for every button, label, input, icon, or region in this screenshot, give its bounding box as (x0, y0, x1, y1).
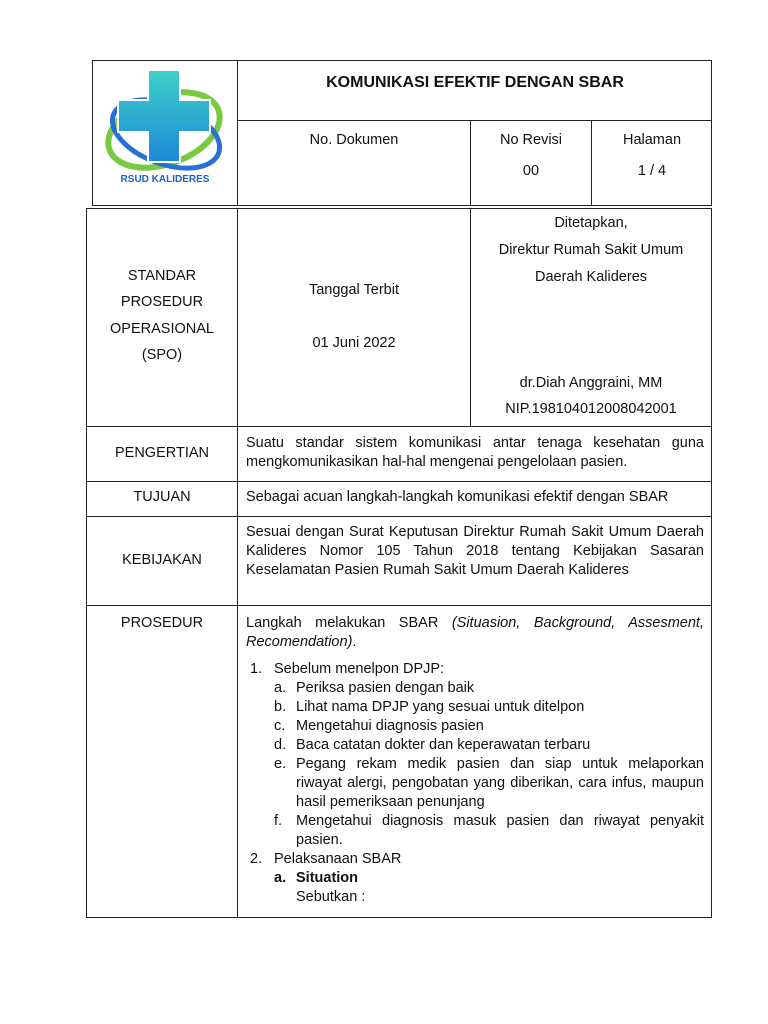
prosedur-intro-text: Langkah melakukan SBAR (246, 615, 452, 631)
direktur-title: Direktur Rumah Sakit Umum (498, 242, 684, 258)
no-dokumen-label: No. Dokumen (309, 132, 399, 148)
tanggal-terbit-label: Tanggal Terbit (308, 282, 400, 298)
step1-sublist (246, 679, 704, 850)
prosedur-steps (246, 660, 704, 907)
sub-item-text: Mengetahui diagnosis masuk pasien dan riwayat penyakit pasien. (296, 813, 704, 848)
sub-item-letter: f. (274, 813, 283, 829)
direktur-title: Daerah Kalideres (534, 269, 648, 285)
no-revisi-label: No Revisi (499, 132, 563, 148)
sub-item-letter: c. (274, 718, 286, 734)
pejabat-nip: NIP.198104012008042001 (505, 401, 677, 417)
prosedur-intro-end: . (352, 634, 357, 650)
sub-item (246, 698, 704, 717)
document-title: KOMUNIKASI EFEKTIF DENGAN SBAR (326, 74, 624, 91)
tanggal-terbit-value: 01 Juni 2022 (312, 335, 396, 351)
step-number: 2. (250, 851, 263, 867)
header-divider (237, 120, 712, 121)
sub-item-text: Lihat nama DPJP yang sesuai untuk ditelpon (296, 699, 585, 715)
spo-line: OPERASIONAL (110, 321, 214, 337)
sub-item-letter: a. (274, 870, 287, 886)
halaman-value: 1 / 4 (637, 163, 667, 179)
step-text: Sebelum menelpon DPJP: (274, 661, 445, 677)
medical-cross-icon (98, 64, 232, 192)
no-revisi-value: 00 (522, 163, 540, 179)
sub-item (246, 869, 704, 888)
kebijakan-label: KEBIJAKAN (122, 552, 202, 568)
prosedur-label: PROSEDUR (120, 615, 204, 631)
sub-item-text: Mengetahui diagnosis pasien (296, 718, 484, 734)
main-divider (86, 426, 712, 427)
prosedur-intro (246, 614, 704, 652)
sub-item-text: Situation (296, 870, 359, 886)
pengertian-label: PENGERTIAN (114, 445, 209, 461)
prosedur-intro-italic: (Situasion, Background, Assesment, Recomendation) (246, 615, 704, 650)
main-divider (86, 481, 712, 482)
sub-item-letter: e. (274, 756, 287, 772)
sub-item-note (246, 888, 704, 907)
sub-item-note-text: Sebutkan : (296, 889, 366, 905)
halaman-label: Halaman (622, 132, 682, 148)
main-divider (86, 516, 712, 517)
sub-item (246, 736, 704, 755)
main-divider (86, 605, 712, 606)
spo-line: PROSEDUR (120, 294, 204, 310)
sub-item (246, 717, 704, 736)
spo-line: STANDAR (127, 268, 197, 284)
sub-item-text: Pegang rekam medik pasien dan siap untuk melaporkan riwayat alergi, pengobatan yang diberikan, cara infus, maupun hasil pemeriksaan penunjang (296, 756, 704, 810)
pejabat-name: dr.Diah Anggraini, MM (519, 375, 663, 391)
sub-item-letter: b. (274, 699, 287, 715)
sub-item-letter: d. (274, 737, 287, 753)
tujuan-label: TUJUAN (133, 489, 191, 505)
sub-item (246, 812, 704, 850)
sub-item-letter: a. (274, 680, 287, 696)
sub-item-text: Baca catatan dokter dan keperawatan terbaru (296, 737, 591, 753)
sub-item (246, 755, 704, 812)
ditetapkan-label: Ditetapkan, (554, 215, 628, 231)
sub-item (246, 679, 704, 698)
sub-item-text: Periksa pasien dengan baik (296, 680, 475, 696)
logo-text: RSUD KALIDERES (120, 174, 210, 185)
step-text: Pelaksanaan SBAR (274, 851, 402, 867)
step-item (246, 850, 704, 869)
step-number: 1. (250, 661, 263, 677)
kebijakan-text: Sesuai dengan Surat Keputusan Direktur Rumah Sakit Umum Daerah Kalideres Nomor 105 Tahun 2018 tentang Kebijakan Sasaran Keselamatan Pasien Rumah Sakit Umum Daerah Kalideres (246, 524, 704, 578)
hospital-logo (98, 64, 232, 192)
main-divider (237, 208, 238, 918)
tujuan-text: Sebagai acuan langkah-langkah komunikasi efektif dengan SBAR (246, 489, 669, 505)
step-item (246, 660, 704, 679)
spo-line: (SPO) (141, 347, 183, 363)
pengertian-text: Suatu standar sistem komunikasi antar tenaga kesehatan guna mengkomunikasikan hal-hal mengenai pengelolaan pasien. (246, 435, 704, 470)
